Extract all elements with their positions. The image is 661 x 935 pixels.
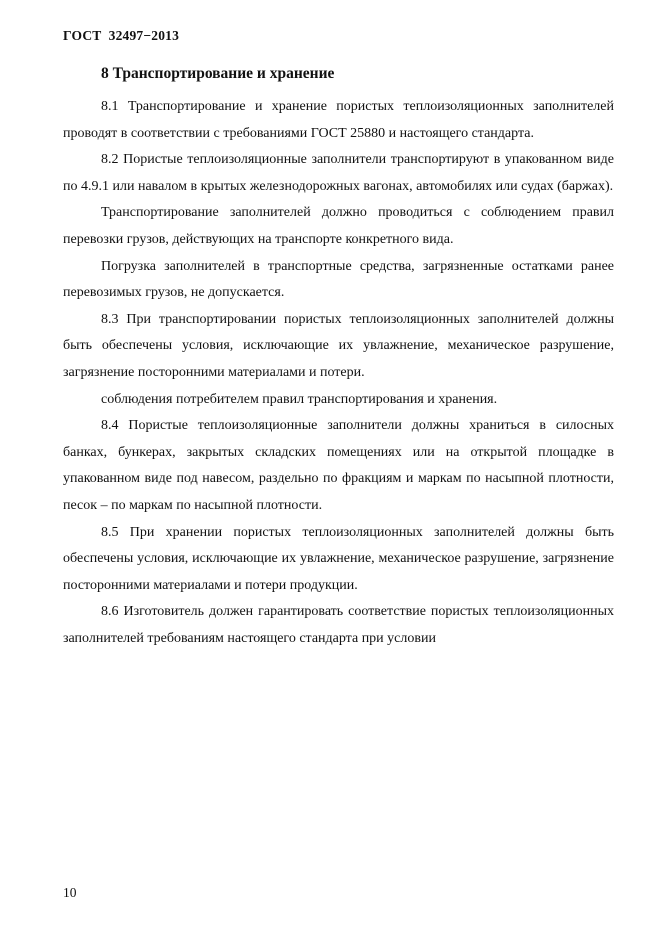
paragraph-fragment: соблюдения потребителем правил транспортирования и хранения. [101,391,498,407]
paragraph-8-2: 8.2 Пористые теплоизоляционные заполнители транспортируют в упакованном виде по 4.9.1 или навалом в крытых железнодорожных вагонах, автомобилях или судах (баржах). [63,152,614,194]
paragraph-8-3: 8.3 При транспортировании пористых теплоизоляционных заполнителей должны быть обеспечены условия, исключающие их увлажнение, механическое разрушение, загрязнение посторонними материалами и потери. [63,311,614,380]
section-title: 8 Транспортирование и хранение [101,65,335,82]
paragraph-8-6: 8.6 Изготовитель должен гарантировать соответствие пористых теплоизоляционных заполнителей требованиям настоящего стандарта при условии [63,604,614,646]
document-body [63,94,614,652]
paragraph-8-4: 8.4 Пористые теплоизоляционные заполнители должны храниться в силосных банках, бункерах, закрытых складских помещениях или на открытой площадке в упакованном виде под навесом, раздельно по фракциям и маркам по насыпной плотности, песок – по маркам по насыпной плотности. [63,418,614,513]
paragraph-loading: Погрузка заполнителей в транспортные средства, загрязненные остатками ранее перевозимых грузов, не допускается. [63,258,614,301]
standard-number-header: ГОСТ 32497−2013 [63,28,180,43]
paragraph-transport-rules: Транспортирование заполнителей должно проводиться с соблюдением правил перевозки грузов, действующих на транспорте конкретного вида. [63,205,614,247]
page-number: 10 [63,885,77,900]
paragraph-8-5: 8.5 При хранении пористых теплоизоляционных заполнителей должны быть обеспечены условия, исключающие их увлажнение, механическое разрушение, загрязнение посторонними материалами и потери продукции. [63,524,614,593]
paragraph-8-1: 8.1 Транспортирование и хранение пористых теплоизоляционных заполнителей проводят в соответствии с требованиями ГОСТ 25880 и настоящего стандарта. [63,99,614,141]
